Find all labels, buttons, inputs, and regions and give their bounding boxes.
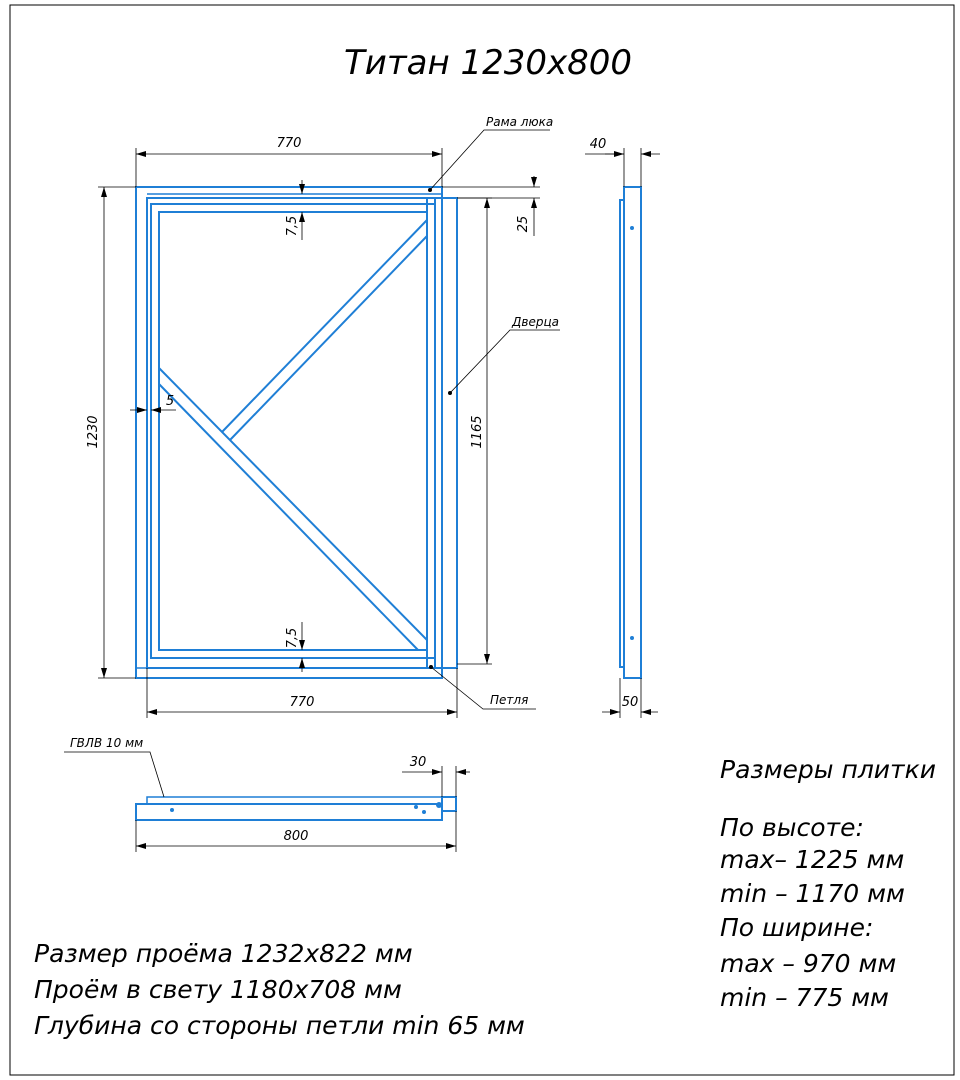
diagonal-brace-b2 — [230, 236, 427, 440]
drawing-title: Титан 1230х800 — [343, 43, 633, 83]
side-door-lip — [620, 200, 624, 667]
dim-bottom-gap: 7,5 — [285, 627, 300, 649]
bottom-board — [136, 804, 442, 820]
tile-width-max: max – 970 мм — [720, 949, 897, 978]
bottom-board-tab — [442, 797, 456, 811]
dim-height: 1230 — [86, 415, 101, 449]
tile-sizes-block — [720, 755, 936, 1012]
callout-door: Дверца — [512, 315, 559, 329]
dim-frame-offset: 25 — [516, 215, 531, 233]
tile-width-min: min – 775 мм — [720, 983, 889, 1012]
front-view — [86, 115, 560, 718]
dim-bottom-width: 770 — [289, 695, 315, 710]
dim-side-bottom-depth: 50 — [621, 695, 639, 710]
dim-top-gap: 7,5 — [285, 215, 300, 237]
dim-side-top-depth: 40 — [589, 137, 607, 152]
tile-width-label: По ширине: — [720, 913, 874, 942]
side-view — [585, 137, 660, 718]
tile-height-min: min – 1170 мм — [720, 879, 905, 908]
opening-notes — [34, 939, 525, 1040]
dim-top-width: 770 — [276, 136, 302, 151]
dim-overhang: 30 — [409, 755, 427, 770]
bottom-board-top-strip — [147, 797, 442, 804]
dim-bottom-width-800: 800 — [283, 829, 309, 844]
dim-side-gap: 5 — [165, 394, 175, 409]
callout-hatch-frame: Рама люка — [486, 115, 554, 129]
diagonal-brace-a1 — [159, 368, 427, 640]
callout-gypsum-board: ГВЛВ 10 мм — [70, 736, 144, 750]
tile-height-label: По высоте: — [720, 813, 864, 842]
bottom-view — [64, 736, 470, 852]
side-frame-body — [624, 187, 641, 678]
diagonal-brace-a2 — [159, 384, 418, 650]
note-clear-opening: Проём в свету 1180х708 мм — [34, 975, 402, 1004]
dim-inner-height: 1165 — [470, 415, 485, 449]
tile-height-max: max– 1225 мм — [720, 845, 905, 874]
hatch-frame-inner — [147, 198, 457, 668]
note-opening-size: Размер проёма 1232х822 мм — [34, 939, 413, 968]
callout-hinge: Петля — [490, 693, 529, 707]
note-hinge-depth: Глубина со стороны петли min 65 мм — [34, 1011, 525, 1040]
tile-sizes-heading: Размеры плитки — [720, 755, 936, 784]
hatch-frame-outer — [136, 187, 442, 678]
diagonal-brace-b1 — [222, 220, 427, 432]
